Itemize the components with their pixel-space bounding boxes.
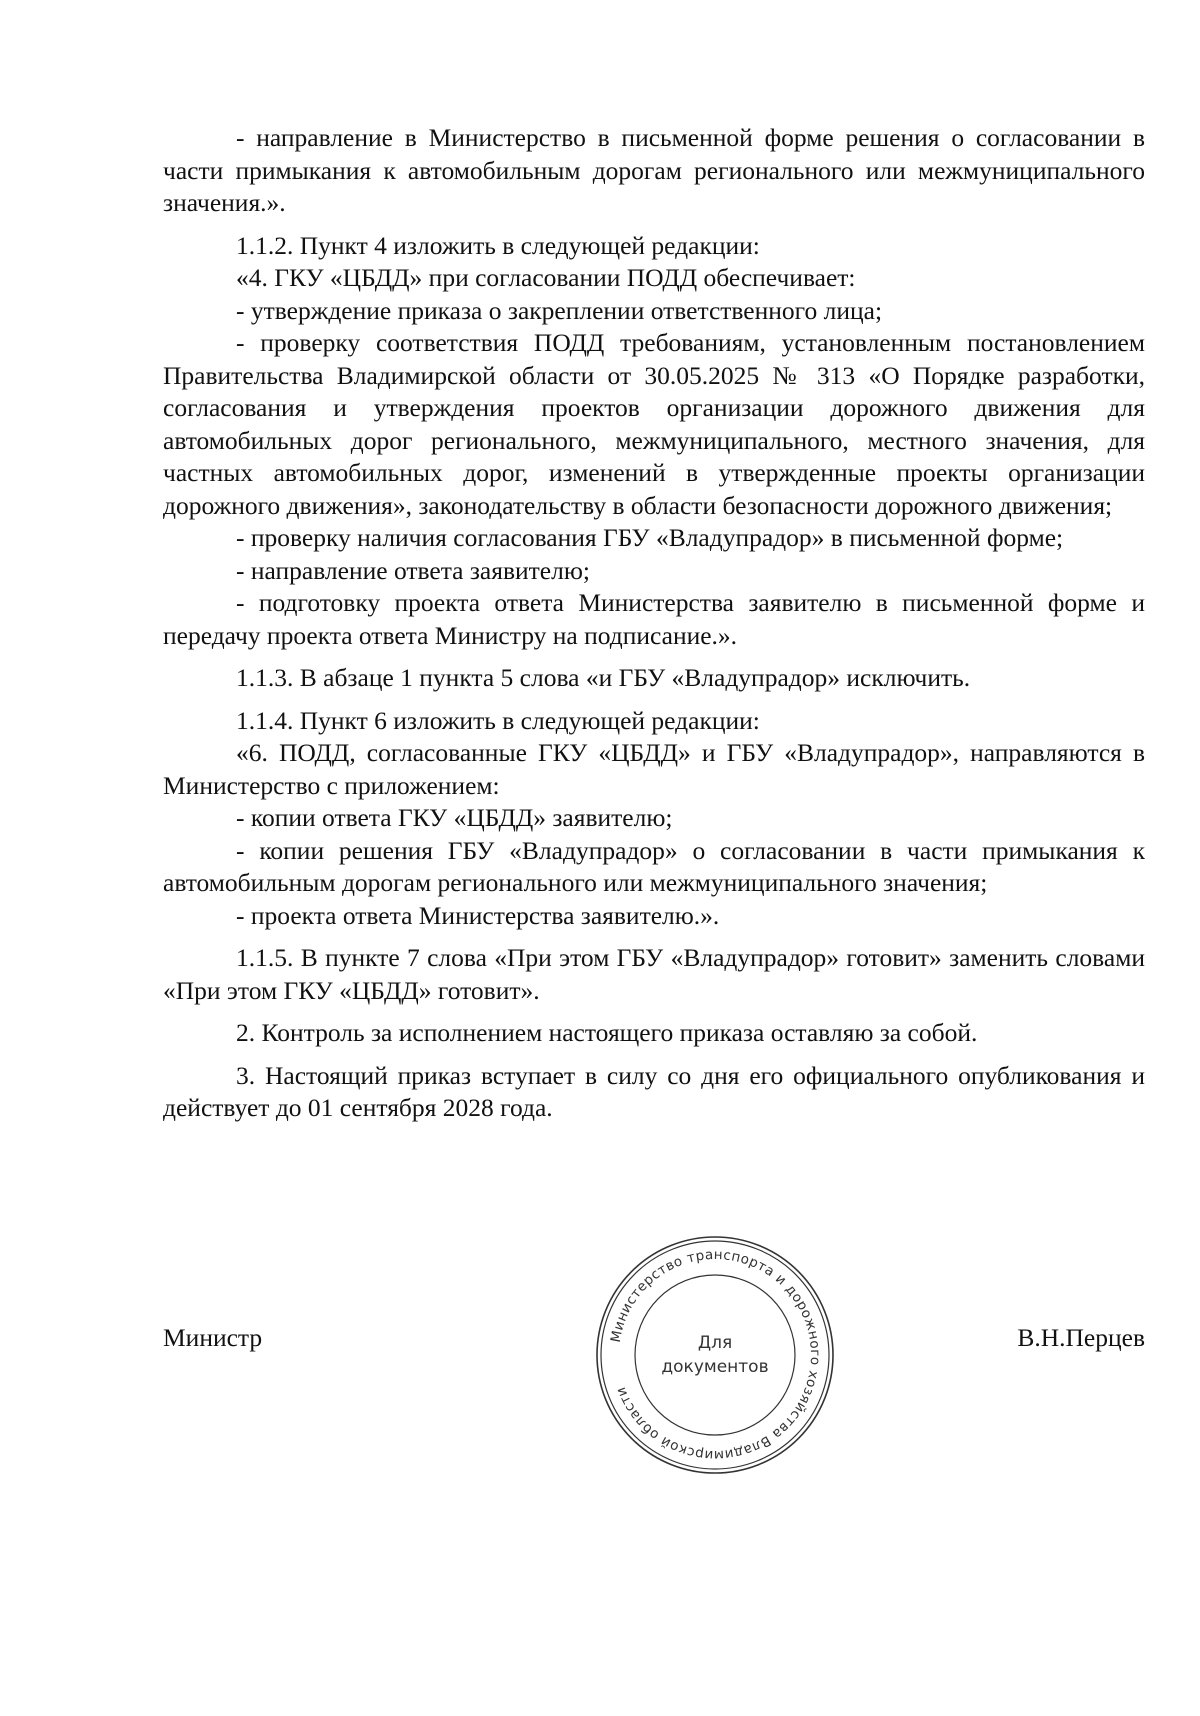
paragraph-12: - копии ответа ГКУ «ЦБДД» заявителю; [236, 803, 673, 832]
paragraph-6: - проверку наличия согласования ГБУ «Владупрадор» в письменной форме; [236, 523, 1064, 552]
stamp-outer-ring [597, 1237, 833, 1473]
stamp-ring-text: Министерство транспорта и дорожного хозяйства Владимирской области [607, 1246, 824, 1464]
signer-position: Министр [163, 1323, 263, 1352]
paragraph-2: 1.1.2. Пункт 4 изложить в следующей редакции: [236, 230, 760, 260]
signer-name: В.Н.Перцев [1017, 1323, 1145, 1352]
paragraph-5: - проверку соответствия ПОДД требованиям, установленным постановлением Правительства Владимирской области от 30.05.2025 № 313 «О Порядке разработки, согласования и утверждения проектов организации дорожного движения для автомобильных дорог регионального, межмуниципального, местного значения, для частных автомобильных дорог, изменений в утвержденные проекты организации дорожного движения», законодательству в области безопасности дорожного движения; [163, 328, 1145, 520]
paragraph-14: - проекта ответа Министерства заявителю.». [236, 900, 720, 930]
official-stamp [592, 1232, 838, 1478]
paragraph-9: 1.1.3. В абзаце 1 пункта 5 слова «и ГБУ «Владупрадор» исключить. [236, 663, 971, 692]
paragraph-17: 3. Настоящий приказ вступает в силу со дня его официального опубликования и действует до 01 сентября 2028 года. [163, 1060, 1145, 1122]
paragraph-13: - копии решения ГБУ «Владупрадор» о согласовании в части примыкания к автомобильным дорогам регионального или межмуниципального значения; [163, 835, 1145, 897]
stamp-center-line-2: документов [661, 1357, 769, 1377]
stamp-center-line-1: Для [697, 1333, 733, 1353]
paragraph-11: «6. ПОДД, согласованные ГКУ «ЦБДД» и ГБУ «Владупрадор», направляются в Министерство с приложением: [163, 738, 1145, 800]
paragraph-10: 1.1.4. Пункт 6 изложить в следующей редакции: [236, 705, 760, 735]
paragraph-15: 1.1.5. В пункте 7 слова «При этом ГБУ «Владупрадор» готовит» заменить словами «При этом ГКУ «ЦБДД» готовит». [163, 943, 1145, 1005]
document-body [163, 122, 1145, 1125]
paragraph-16: 2. Контроль за исполнением настоящего приказа оставляю за собой. [236, 1018, 978, 1047]
paragraph-4: - утверждение приказа о закреплении ответственного лица; [236, 295, 883, 325]
stamp-inner-ring [635, 1275, 795, 1435]
paragraph-8: - подготовку проекта ответа Министерства заявителю в письменной форме и передачу проекта ответа Министру на подписание.». [163, 588, 1145, 650]
paragraph-3: «4. ГКУ «ЦБДД» при согласовании ПОДД обеспечивает: [236, 263, 856, 292]
paragraph-7: - направление ответа заявителю; [236, 555, 590, 585]
paragraph-1: - направление в Министерство в письменной форме решения о согласовании в части примыкания к автомобильным дорогам регионального или межмуниципального значения.». [163, 123, 1145, 217]
